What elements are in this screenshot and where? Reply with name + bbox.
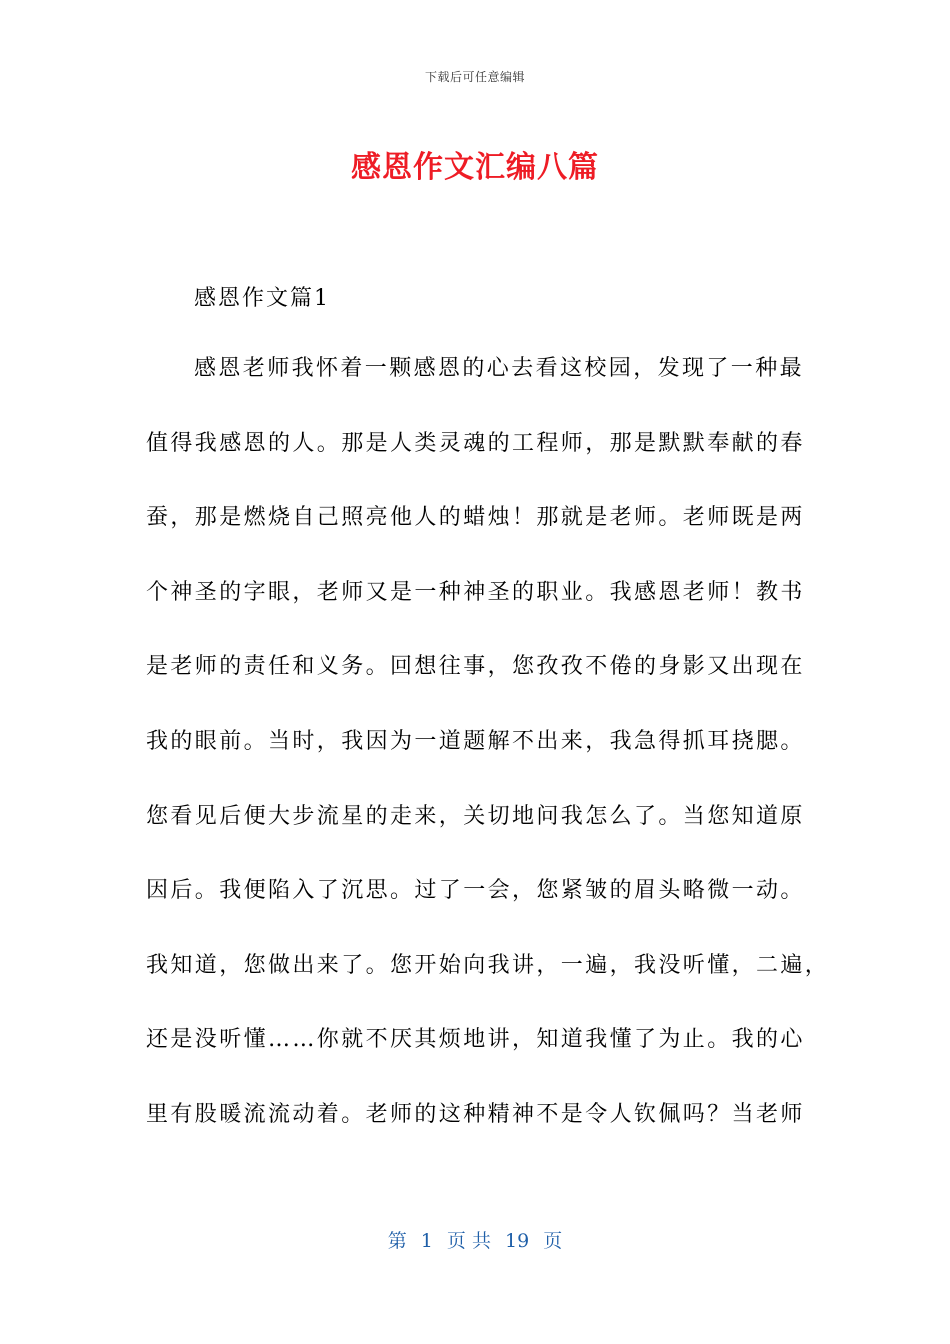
- footer-prefix: 第: [387, 1230, 407, 1252]
- document-title: 感恩作文汇编八篇: [351, 150, 599, 185]
- footer-suffix: 页: [543, 1230, 563, 1252]
- body-line: 感恩老师我怀着一颗感恩的心去看这校园，发现了一种最: [194, 356, 805, 381]
- body-line: 是老师的责任和义务。回想往事，您孜孜不倦的身影又出现在: [146, 654, 805, 680]
- body-line: 因后。我便陷入了沉思。过了一会，您紧皱的眉头略微一动。: [146, 878, 805, 904]
- body-line: 值得我感恩的人。那是人类灵魂的工程师，那是默默奉献的春: [146, 430, 805, 456]
- body-line: 里有股暖流流动着。老师的这种精神不是令人钦佩吗？当老师: [146, 1101, 805, 1127]
- body-line: 蚕，那是燃烧自己照亮他人的蜡烛！那就是老师。老师既是两: [146, 505, 805, 531]
- footer-middle: 页 共: [446, 1230, 491, 1252]
- footer-total-pages: 19: [505, 1230, 530, 1252]
- body-line: 个神圣的字眼，老师又是一种神圣的职业。我感恩老师！教书: [146, 579, 805, 605]
- header-note: 下载后可任意编辑: [424, 70, 525, 84]
- body-text: [146, 351, 830, 1172]
- section-heading: 感恩作文篇1: [194, 286, 330, 311]
- footer-current-page: 1: [420, 1230, 433, 1252]
- body-line: 我的眼前。当时，我因为一道题解不出来，我急得抓耳挠腮。: [146, 728, 805, 754]
- body-line: 还是没听懂……你就不厌其烦地讲，知道我懂了为止。我的心: [146, 1027, 805, 1053]
- body-line: 您看见后便大步流星的走来，关切地问我怎么了。当您知道原: [146, 803, 805, 829]
- body-line: 我知道，您做出来了。您开始向我讲，一遍，我没听懂，二遍，: [146, 952, 830, 978]
- page-footer: [0, 1226, 950, 1253]
